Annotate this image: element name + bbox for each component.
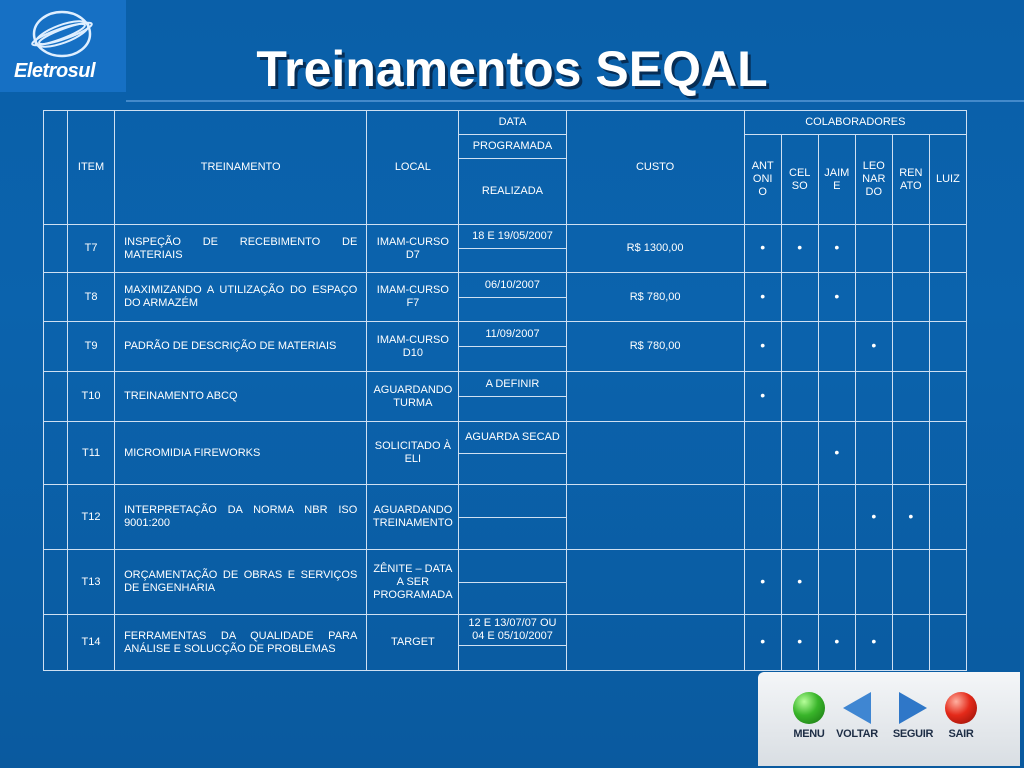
row-custo <box>566 550 744 615</box>
row-treinamento: MICROMIDIA FIREWORKS <box>115 422 367 485</box>
row-data-programada: AGUARDA SECAD <box>459 422 566 454</box>
bullet-dot-icon: • <box>871 633 877 649</box>
seguir-label: SEGUIR <box>892 728 934 740</box>
mark-luiz <box>929 422 966 485</box>
row-blank-cell <box>44 372 68 422</box>
bullet-dot-icon: • <box>908 507 914 524</box>
bullet-dot-icon: • <box>834 287 840 304</box>
mark-antonio <box>744 550 781 615</box>
row-data-realizada <box>459 454 566 485</box>
arrow-left-icon <box>843 692 871 724</box>
row-local: AGUARDANDO TURMA <box>367 372 459 422</box>
bullet-dot-icon: • <box>760 572 766 589</box>
row-custo <box>566 485 744 550</box>
menu-button[interactable] <box>784 692 834 740</box>
row-blank-cell <box>44 225 68 273</box>
training-table <box>43 110 967 671</box>
bullet-dot-icon: • <box>760 337 766 353</box>
voltar-button[interactable] <box>832 692 882 740</box>
arrow-right-icon <box>899 692 927 724</box>
collab-header-renato: RENATO <box>892 135 929 225</box>
row-data-programada <box>459 485 566 518</box>
row-item: T8 <box>68 273 115 322</box>
row-custo <box>566 422 744 485</box>
bullet-dot-icon: • <box>797 633 803 649</box>
row-blank-cell <box>44 273 68 322</box>
row-local: TARGET <box>367 615 459 671</box>
mark-luiz <box>929 322 966 372</box>
row-blank-cell <box>44 615 68 671</box>
mark-antonio <box>744 422 781 485</box>
mark-jaime <box>818 273 855 322</box>
row-custo <box>566 372 744 422</box>
mark-leonardo <box>855 615 892 671</box>
row-item: T13 <box>68 550 115 615</box>
row-custo <box>566 615 744 671</box>
bullet-dot-icon: • <box>797 239 803 255</box>
row-treinamento: TREINAMENTO ABCQ <box>115 372 367 422</box>
mark-luiz <box>929 273 966 322</box>
mark-leonardo <box>855 485 892 550</box>
mark-antonio <box>744 372 781 422</box>
mark-luiz <box>929 372 966 422</box>
row-data-programada <box>459 550 566 583</box>
row-item: T7 <box>68 225 115 273</box>
mark-celso <box>781 322 818 372</box>
header-treinamento: TREINAMENTO <box>115 111 367 225</box>
row-local: SOLICITADO À ELI <box>367 422 459 485</box>
row-blank-cell <box>44 322 68 372</box>
header-item: ITEM <box>68 111 115 225</box>
header-realizada: REALIZADA <box>459 159 566 225</box>
page-title: Treinamentos SEQAL <box>256 41 768 97</box>
blank-header-cell <box>44 111 68 225</box>
mark-celso <box>781 550 818 615</box>
row-treinamento: INTERPRETAÇÃO DA NORMA NBR ISO 9001:200 <box>115 485 367 550</box>
bullet-dot-icon: • <box>834 633 840 649</box>
voltar-label: VOLTAR <box>836 728 878 740</box>
mark-leonardo <box>855 372 892 422</box>
mark-jaime <box>818 422 855 485</box>
sair-button[interactable] <box>936 692 986 740</box>
bullet-dot-icon: • <box>760 387 766 403</box>
mark-renato <box>892 273 929 322</box>
mark-celso <box>781 372 818 422</box>
row-local: IMAM-CURSO F7 <box>367 273 459 322</box>
mark-renato <box>892 372 929 422</box>
mark-celso <box>781 225 818 273</box>
collab-header-leonardo: LEONARDO <box>855 135 892 225</box>
bullet-dot-icon: • <box>797 572 803 589</box>
header-local: LOCAL <box>367 111 459 225</box>
mark-jaime <box>818 485 855 550</box>
mark-renato <box>892 225 929 273</box>
row-local: IMAM-CURSO D7 <box>367 225 459 273</box>
row-data-realizada <box>459 397 566 422</box>
bullet-dot-icon: • <box>760 239 766 255</box>
sair-label: SAIR <box>948 728 974 740</box>
header-data: DATA <box>459 111 566 135</box>
mark-antonio <box>744 615 781 671</box>
row-blank-cell <box>44 485 68 550</box>
row-item: T12 <box>68 485 115 550</box>
row-custo: R$ 1300,00 <box>566 225 744 273</box>
row-item: T14 <box>68 615 115 671</box>
row-item: T10 <box>68 372 115 422</box>
row-treinamento: ORÇAMENTAÇÃO DE OBRAS E SERVIÇOS DE ENGENHARIA <box>115 550 367 615</box>
row-data-programada: 11/09/2007 <box>459 322 566 347</box>
mark-leonardo <box>855 322 892 372</box>
mark-celso <box>781 422 818 485</box>
header-divider <box>126 100 1024 102</box>
bullet-dot-icon: • <box>834 443 840 460</box>
mark-luiz <box>929 485 966 550</box>
mark-antonio <box>744 485 781 550</box>
row-data-programada: A DEFINIR <box>459 372 566 397</box>
mark-jaime <box>818 615 855 671</box>
mark-celso <box>781 273 818 322</box>
collab-header-antonio: ANTONIO <box>744 135 781 225</box>
mark-renato <box>892 322 929 372</box>
mark-leonardo <box>855 422 892 485</box>
menu-label: MENU <box>793 728 825 740</box>
row-treinamento: FERRAMENTAS DA QUALIDADE PARA ANÁLISE E SOLUCÇÃO DE PROBLEMAS <box>115 615 367 671</box>
row-local: IMAM-CURSO D10 <box>367 322 459 372</box>
row-custo: R$ 780,00 <box>566 322 744 372</box>
row-data-programada: 12 E 13/07/07 OU 04 E 05/10/2007 <box>459 615 566 646</box>
bullet-dot-icon: • <box>871 507 877 524</box>
mark-renato <box>892 615 929 671</box>
row-blank-cell <box>44 550 68 615</box>
row-data-realizada <box>459 347 566 372</box>
row-item: T11 <box>68 422 115 485</box>
red-ball-icon <box>945 692 977 724</box>
row-treinamento: PADRÃO DE DESCRIÇÃO DE MATERIAIS <box>115 322 367 372</box>
bullet-dot-icon: • <box>760 287 766 304</box>
mark-luiz <box>929 615 966 671</box>
mark-jaime <box>818 372 855 422</box>
bullet-dot-icon: • <box>834 239 840 255</box>
collab-header-jaime: JAIME <box>818 135 855 225</box>
mark-jaime <box>818 550 855 615</box>
row-blank-cell <box>44 422 68 485</box>
mark-luiz <box>929 225 966 273</box>
mark-jaime <box>818 225 855 273</box>
navigation-panel <box>758 672 1020 766</box>
row-data-programada: 18 E 19/05/2007 <box>459 225 566 249</box>
mark-celso <box>781 485 818 550</box>
mark-celso <box>781 615 818 671</box>
row-data-realizada <box>459 518 566 550</box>
row-treinamento: INSPEÇÃO DE RECEBIMENTO DE MATERIAIS <box>115 225 367 273</box>
mark-antonio <box>744 225 781 273</box>
bullet-dot-icon: • <box>760 633 766 649</box>
collab-header-luiz: LUIZ <box>929 135 966 225</box>
mark-jaime <box>818 322 855 372</box>
row-data-realizada <box>459 646 566 671</box>
seguir-button[interactable] <box>888 692 938 740</box>
mark-luiz <box>929 550 966 615</box>
row-local: AGUARDANDO TREINAMENTO <box>367 485 459 550</box>
row-data-programada: 06/10/2007 <box>459 273 566 298</box>
row-data-realizada <box>459 298 566 322</box>
collab-header-celso: CELSO <box>781 135 818 225</box>
header-programada: PROGRAMADA <box>459 135 566 159</box>
bullet-dot-icon: • <box>871 337 877 353</box>
mark-antonio <box>744 322 781 372</box>
header-custo: CUSTO <box>566 111 744 225</box>
row-custo: R$ 780,00 <box>566 273 744 322</box>
row-item: T9 <box>68 322 115 372</box>
mark-renato <box>892 485 929 550</box>
mark-renato <box>892 422 929 485</box>
mark-leonardo <box>855 550 892 615</box>
green-ball-icon <box>793 692 825 724</box>
logo-text: Eletrosul <box>14 60 96 82</box>
mark-leonardo <box>855 273 892 322</box>
mark-antonio <box>744 273 781 322</box>
header-colaboradores: COLABORADORES <box>744 111 966 135</box>
row-treinamento: MAXIMIZANDO A UTILIZAÇÃO DO ESPAÇO DO ARMAZÉM <box>115 273 367 322</box>
row-local: ZÊNITE – DATA A SER PROGRAMADA <box>367 550 459 615</box>
mark-renato <box>892 550 929 615</box>
mark-leonardo <box>855 225 892 273</box>
row-data-realizada <box>459 583 566 615</box>
row-data-realizada <box>459 249 566 273</box>
